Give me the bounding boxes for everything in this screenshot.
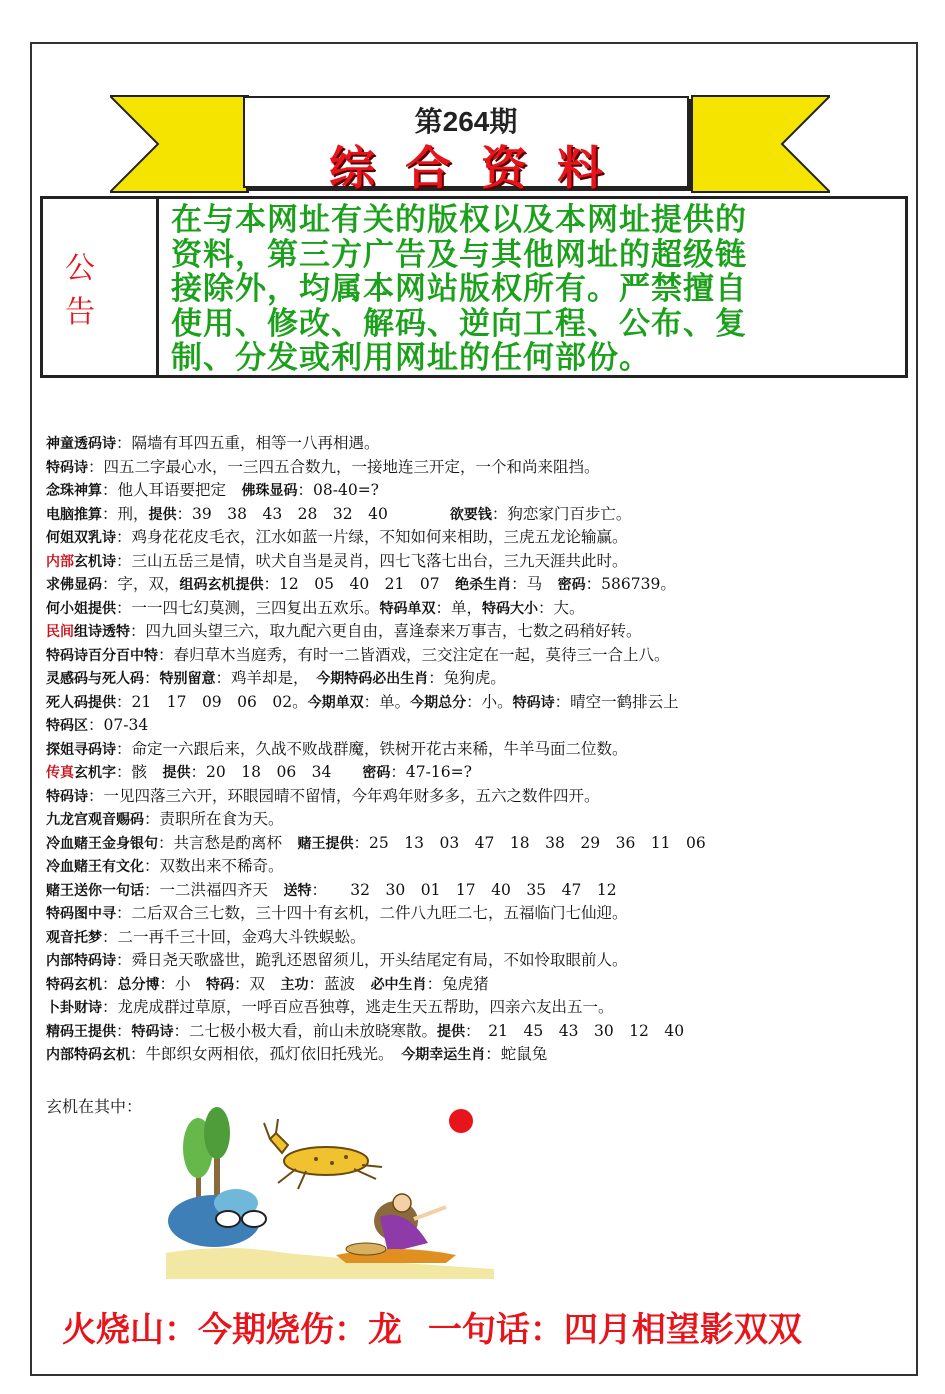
line-label: 特码单双 bbox=[379, 600, 436, 617]
line-value: ：小。 bbox=[466, 692, 513, 711]
notice-line: 接除外，均属本网站版权所有。严禁擅自 bbox=[171, 271, 747, 307]
line-label: 赌王提供 bbox=[297, 835, 354, 852]
line-value: ： bbox=[116, 1021, 132, 1040]
line-label: 何小姐提供 bbox=[46, 600, 116, 617]
line-label: 传真 bbox=[46, 765, 74, 781]
line-value: ：单， bbox=[435, 598, 483, 617]
line-value: ：兔虎猪 bbox=[426, 974, 489, 993]
line-value: ：四五二字最心水，一三四五合数九，一接地连三开定，一个和尚来阻挡。 bbox=[88, 457, 600, 476]
line-value: ：蓝波 bbox=[308, 974, 371, 993]
title-box bbox=[243, 96, 689, 195]
line-label: 提供 bbox=[162, 765, 191, 781]
line-value: ：20 18 06 34 bbox=[190, 763, 363, 781]
line-label: 玄机诗 bbox=[74, 553, 116, 570]
line-label: 玄机字 bbox=[74, 765, 116, 781]
notice-line: 在与本网址有关的版权以及本网址提供的 bbox=[171, 202, 747, 238]
line-label: 电脑推算 bbox=[46, 506, 102, 523]
line-label: 送特 bbox=[283, 882, 312, 899]
line-value: ：责职所在食为天。 bbox=[144, 810, 284, 828]
puzzle-illustration bbox=[166, 1103, 494, 1279]
line-value: ：一一四七幻莫测，三四复出五欢乐。 bbox=[116, 598, 380, 617]
line-value: ：四九回头望三六，取九配六更自由，喜逢泰来万事吉，七数之码稍好转。 bbox=[130, 622, 642, 640]
line-value: ：舜日尧天歌盛世，跪乳还恩留须儿，开头结尾定有局，不如怜取眼前人。 bbox=[116, 951, 628, 969]
prediction-line bbox=[46, 644, 906, 668]
prediction-line bbox=[46, 620, 906, 644]
notice-text bbox=[171, 203, 901, 376]
line-value: ：字，双， bbox=[102, 575, 180, 593]
line-value: ：39 38 43 28 32 40 bbox=[176, 504, 450, 523]
line-value: ：二七极小极大看，前山未放晓寒散。 bbox=[173, 1021, 438, 1040]
line-value: ：共言愁是酌离杯 bbox=[158, 833, 298, 852]
line-value: ：单。 bbox=[363, 692, 411, 711]
line-label: 特码大小 bbox=[482, 600, 539, 617]
line-label: 卜卦财诗 bbox=[46, 1000, 102, 1016]
prediction-line bbox=[46, 667, 906, 691]
line-value: ： bbox=[144, 669, 160, 687]
prediction-line bbox=[46, 855, 906, 879]
line-value: ：蛇鼠兔 bbox=[485, 1045, 548, 1063]
line-label: 今期总分 bbox=[410, 694, 467, 711]
notice-line: 资料，第三方广告及与其他网址的超级链 bbox=[171, 236, 747, 273]
line-label: 绝杀生肖 bbox=[455, 577, 512, 593]
prediction-list bbox=[46, 432, 906, 1067]
prediction-line bbox=[46, 1043, 906, 1067]
line-label: 密码 bbox=[362, 765, 391, 781]
prediction-line bbox=[46, 973, 906, 997]
prediction-line bbox=[46, 879, 906, 903]
line-label: 特码诗 bbox=[46, 788, 88, 805]
line-label: 精码王提供 bbox=[46, 1023, 116, 1040]
prediction-line bbox=[46, 526, 906, 550]
line-value: ：鸡身花花皮毛衣，江水如蓝一片绿，不知如何来相助，三虎五龙论输赢。 bbox=[116, 528, 628, 546]
line-label: 观音托梦 bbox=[46, 929, 102, 946]
line-value: ：一二洪福四齐天 bbox=[144, 880, 284, 899]
issue-number: 第264期 bbox=[414, 106, 518, 137]
line-value: ：586739。 bbox=[585, 575, 676, 593]
line-value: ：他人耳语要把定 bbox=[102, 481, 242, 499]
prediction-line bbox=[46, 902, 906, 926]
line-label: 特码图中寻 bbox=[46, 906, 116, 922]
prediction-line bbox=[46, 573, 906, 597]
line-label: 提供 bbox=[437, 1023, 466, 1040]
prediction-line bbox=[46, 1020, 906, 1044]
line-label: 灵感码与死人码 bbox=[46, 671, 144, 687]
prediction-line bbox=[46, 691, 906, 715]
notice-line: 使用、修改、解码、逆向工程、公布、复 bbox=[171, 305, 747, 342]
line-label: 冷血赌王有文化 bbox=[46, 859, 144, 875]
footer-one-phrase: 一句话：四月相望影双双 bbox=[427, 1310, 802, 1350]
notice-line: 制、分发或利用网址的任何部份。 bbox=[171, 340, 651, 376]
line-value: ：双数出来不稀奇。 bbox=[144, 857, 284, 875]
line-label: 组码玄机提供 bbox=[179, 577, 264, 593]
line-label: 死人码提供 bbox=[46, 694, 116, 711]
line-label: 今期特码必出生肖 bbox=[316, 671, 429, 687]
line-value: ： 32 30 01 17 40 35 47 12 bbox=[311, 880, 617, 899]
line-value: ：命定一六跟后来，久战不败战群魔，铁树开花古来稀，牛羊马面二位数。 bbox=[116, 739, 628, 758]
prediction-line bbox=[46, 714, 906, 738]
line-value: ：兔狗虎。 bbox=[428, 669, 506, 687]
prediction-line bbox=[46, 761, 906, 785]
notice-label: 公告 bbox=[43, 199, 159, 375]
prediction-line bbox=[46, 926, 906, 950]
prediction-line bbox=[46, 996, 906, 1020]
line-label: 特码诗 bbox=[512, 694, 555, 711]
line-label: 内部特码诗 bbox=[46, 953, 116, 969]
line-value: ：47-16=? bbox=[390, 763, 472, 781]
footer bbox=[62, 1302, 902, 1351]
prediction-line bbox=[46, 597, 906, 621]
prediction-line bbox=[46, 550, 906, 574]
line-value: ：大。 bbox=[538, 598, 585, 617]
line-value: ：龙虎成群过草原，一呼百应吾独尊，逃走生天五帮助，四亲六友出五一。 bbox=[102, 998, 614, 1016]
line-label: 神童透码诗 bbox=[46, 436, 116, 452]
notice-box bbox=[40, 196, 908, 378]
puzzle-label: 玄机在其中： bbox=[46, 1097, 143, 1116]
line-value: ：双 bbox=[234, 974, 281, 993]
line-value: ：三山五岳三是情，吠犬自当是灵肖，四七飞落七出台，三九天涯共此时。 bbox=[116, 551, 628, 570]
line-value: ：晴空一鹤排云上 bbox=[554, 692, 679, 711]
line-value: ：21 17 09 06 02。 bbox=[116, 692, 308, 711]
prediction-line bbox=[46, 949, 906, 973]
line-label: 主功 bbox=[280, 976, 309, 993]
prediction-line bbox=[46, 808, 906, 832]
line-label: 特码 bbox=[206, 976, 235, 993]
line-label: 求佛显码 bbox=[46, 577, 102, 593]
line-value: ：马 bbox=[511, 575, 558, 593]
line-label: 提供 bbox=[148, 506, 177, 523]
footer-fire-hill: 火烧山：今期烧伤：龙 bbox=[62, 1310, 402, 1350]
line-label: 总分博 bbox=[117, 976, 160, 993]
prediction-line bbox=[46, 785, 906, 809]
line-value: ：二后双合三七数，三十四十有玄机，二件八九旺二七，五福临门七仙迎。 bbox=[116, 904, 628, 922]
line-value: ：一见四落三六开，环眼园晴不留情，今年鸡年财多多，五六之数件四开。 bbox=[88, 786, 600, 805]
page-title: 综合资料 bbox=[329, 141, 633, 195]
line-label: 特别留意 bbox=[159, 671, 216, 687]
line-label: 念珠神算 bbox=[46, 483, 102, 499]
prediction-line bbox=[46, 832, 906, 856]
line-label: 九龙宫观音赐码 bbox=[46, 812, 144, 828]
prediction-line bbox=[46, 738, 906, 762]
prediction-line bbox=[46, 479, 906, 503]
line-label: 内部特码玄机 bbox=[46, 1047, 130, 1063]
line-label: 密码 bbox=[557, 577, 586, 593]
line-value: ：12 05 40 21 07 bbox=[263, 575, 456, 593]
line-label: 特码诗百分百中特 bbox=[46, 647, 158, 664]
prediction-line bbox=[46, 432, 906, 456]
line-label: 欲要钱 bbox=[449, 506, 492, 523]
line-label: 特码区 bbox=[46, 718, 88, 734]
line-value: ：25 13 03 47 18 38 29 36 11 06 bbox=[353, 833, 706, 852]
line-value: ：狗恋家门百步亡。 bbox=[491, 504, 632, 523]
line-value: ：骸 bbox=[116, 763, 163, 781]
line-label: 必中生肖 bbox=[370, 976, 427, 993]
line-value: ：春归草木当庭秀，有时一二皆酒戏，三交注定在一起，莫待三一合上八。 bbox=[158, 645, 670, 664]
line-value: ：刑， bbox=[102, 504, 149, 523]
line-value: ：08-40=? bbox=[297, 481, 379, 499]
line-label: 特码诗 bbox=[46, 459, 88, 476]
line-value: ：隔墙有耳四五重，相等一八再相遇。 bbox=[116, 434, 380, 452]
line-label: 民间 bbox=[46, 624, 74, 640]
line-label: 组诗透特 bbox=[74, 624, 130, 640]
line-label: 冷血赌王金身银句 bbox=[46, 835, 158, 852]
line-value: ：07-34 bbox=[88, 716, 149, 734]
line-value: ：小 bbox=[159, 974, 207, 993]
line-value: ： 21 45 43 30 12 40 bbox=[465, 1021, 685, 1040]
line-value: ： bbox=[102, 974, 118, 993]
line-label: 特码玄机 bbox=[46, 976, 102, 993]
line-value: ：鸡羊却是， bbox=[215, 669, 317, 687]
prediction-line bbox=[46, 503, 906, 527]
line-label: 赌王送你一句话 bbox=[46, 882, 144, 899]
line-label: 特码诗 bbox=[131, 1023, 174, 1040]
line-label: 探姐寻码诗 bbox=[46, 741, 116, 758]
line-label: 佛珠显码 bbox=[241, 483, 298, 499]
line-value: ：二一再千三十回，金鸡大斗铁蜈蚣。 bbox=[102, 927, 366, 946]
line-value: ：牛郎织女两相依，孤灯依旧托残光。 bbox=[130, 1045, 402, 1063]
line-label: 内部 bbox=[46, 553, 74, 570]
line-label: 今期幸运生肖 bbox=[401, 1047, 486, 1063]
prediction-line bbox=[46, 456, 906, 480]
line-label: 今期单双 bbox=[307, 694, 364, 711]
line-label: 何姐双乳诗 bbox=[46, 530, 116, 546]
